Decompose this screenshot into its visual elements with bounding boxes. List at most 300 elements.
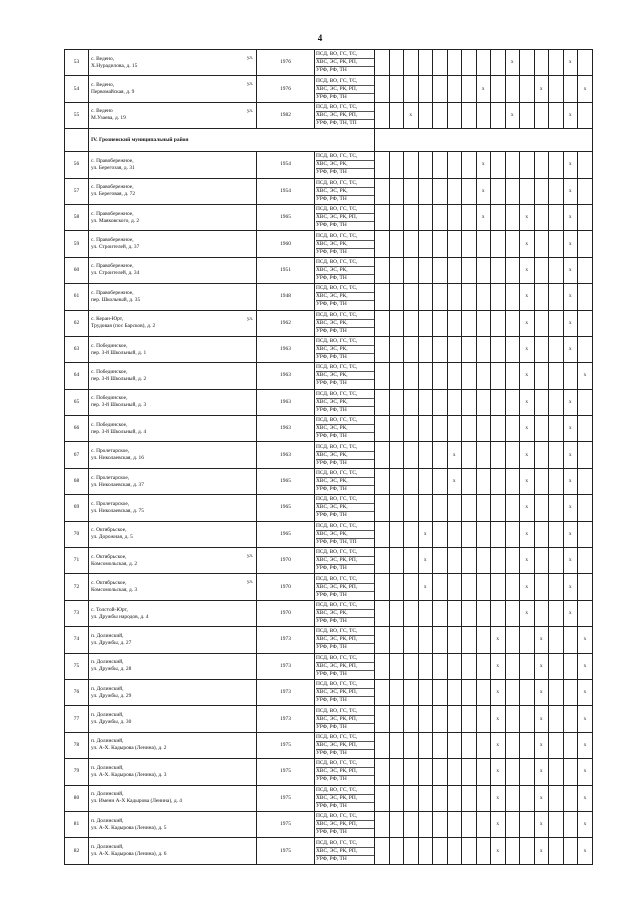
services-cell [315, 468, 375, 494]
work-mark-cell [375, 257, 390, 283]
work-mark-cell [375, 102, 390, 128]
work-mark-cell [462, 706, 477, 732]
service-line: УРФ, РФ, ТН [316, 723, 347, 730]
work-mark-cell: x [520, 600, 535, 626]
address-cell [89, 416, 257, 442]
address-locality: с. Побединское, [91, 395, 128, 402]
service-line: ПСД, ВО, ГС, ТС, [316, 78, 374, 86]
service-line: ПСД, ВО, ГС, ТС, [316, 206, 374, 214]
work-mark-cell: x [534, 627, 549, 653]
work-mark-cell [491, 574, 506, 600]
service-line: ХВС, ЭС, РК, [316, 320, 374, 328]
table-row [65, 574, 593, 600]
row-number: 72 [65, 574, 89, 600]
work-mark-cell [578, 231, 593, 257]
address-street: Трудовая (пос Барсков), д. 2 [91, 323, 156, 330]
work-mark-cell [549, 416, 564, 442]
address-locality: с. Пролетарское, [91, 448, 130, 455]
work-mark-cell [491, 442, 506, 468]
work-mark-cell [404, 495, 419, 521]
year-built: 1970 [257, 600, 315, 626]
work-mark-cell [447, 50, 462, 76]
address-locality: с. Керан-Юрт, [91, 316, 124, 323]
work-mark-cell [462, 495, 477, 521]
section-empty-cell [375, 129, 593, 152]
table-row [65, 257, 593, 283]
work-mark-cell [447, 811, 462, 837]
work-mark-cell: x [476, 204, 491, 230]
work-mark-cell [433, 336, 448, 362]
work-mark-cell [549, 363, 564, 389]
year-built: 1970 [257, 574, 315, 600]
table-row [65, 231, 593, 257]
table-row [65, 627, 593, 653]
work-mark-cell: x [476, 76, 491, 102]
work-mark-cell [505, 152, 520, 178]
work-mark-cell [418, 468, 433, 494]
address-locality: п. Долинский, [91, 738, 124, 745]
year-built: 1963 [257, 363, 315, 389]
service-line: ПСД, ВО, ГС, ТС, [316, 391, 374, 399]
year-built: 1973 [257, 679, 315, 705]
table-row [65, 785, 593, 811]
table-row [65, 468, 593, 494]
row-number: 61 [65, 284, 89, 310]
work-mark-cell [375, 732, 390, 758]
work-mark-cell [418, 204, 433, 230]
work-mark-cell [433, 574, 448, 600]
work-mark-cell [447, 627, 462, 653]
service-line: ПСД, ВО, ГС, ТС, [316, 734, 374, 742]
work-mark-cell [375, 204, 390, 230]
year-built: 1951 [257, 257, 315, 283]
work-mark-cell [563, 838, 578, 864]
service-line: УРФ, РФ, ТН [316, 380, 347, 387]
row-number: 65 [65, 389, 89, 415]
work-mark-cell: x [563, 521, 578, 547]
year-built: 1963 [257, 416, 315, 442]
service-line: УРФ, РФ, ТН [316, 802, 347, 809]
address-street: ул. А-Х. Кадырова (Ленина), д. 2 [91, 745, 167, 752]
work-mark-cell [549, 706, 564, 732]
address-cell [89, 838, 257, 864]
work-mark-cell: x [491, 838, 506, 864]
row-number: 80 [65, 785, 89, 811]
work-mark-cell [549, 495, 564, 521]
address-locality: п. Долинский, [91, 659, 124, 666]
work-mark-cell [404, 178, 419, 204]
address-locality: п. Долинский, [91, 764, 124, 771]
work-mark-cell: x [404, 102, 419, 128]
work-mark-cell: x [534, 811, 549, 837]
work-mark-cell [578, 204, 593, 230]
table-row [65, 548, 593, 574]
address-street: ул. Николаевская, д. 37 [91, 481, 144, 488]
work-mark-cell [418, 600, 433, 626]
work-mark-cell [447, 363, 462, 389]
work-mark-cell [549, 310, 564, 336]
row-number: 64 [65, 363, 89, 389]
work-mark-cell [447, 178, 462, 204]
work-mark-cell [462, 204, 477, 230]
work-mark-cell: x [534, 732, 549, 758]
table-row [65, 653, 593, 679]
service-line: УРФ, РФ, ТН [316, 486, 347, 493]
work-mark-cell: x [520, 389, 535, 415]
address-locality: с. Правобережное, [91, 157, 134, 164]
service-line: УРФ, РФ, ТН [316, 406, 347, 413]
work-mark-cell [433, 204, 448, 230]
work-mark-cell: x [476, 152, 491, 178]
services-cell [315, 102, 375, 128]
services-cell [315, 178, 375, 204]
services-cell [315, 548, 375, 574]
work-mark-cell [549, 627, 564, 653]
service-line: ПСД, ВО, ГС, ТС, [316, 312, 374, 320]
address-cell [89, 653, 257, 679]
work-mark-cell [447, 838, 462, 864]
work-mark-cell [476, 416, 491, 442]
work-mark-cell [476, 231, 491, 257]
work-mark-cell: x [534, 759, 549, 785]
service-line: ХВС, ЭС, РК, [316, 293, 374, 301]
service-line: ХВС, ЭС, РК, РП, [316, 716, 374, 724]
work-mark-cell [418, 627, 433, 653]
work-mark-cell [389, 178, 404, 204]
year-built: 1976 [257, 76, 315, 102]
work-mark-cell [375, 627, 390, 653]
work-mark-cell [534, 231, 549, 257]
work-mark-cell [462, 785, 477, 811]
work-mark-cell: x [447, 442, 462, 468]
work-mark-cell [505, 574, 520, 600]
service-line: ХВС, ЭС, РК, [316, 399, 374, 407]
work-mark-cell [563, 653, 578, 679]
work-mark-cell [418, 231, 433, 257]
work-mark-cell [462, 468, 477, 494]
work-mark-cell: x [491, 627, 506, 653]
section-row [65, 129, 593, 152]
service-line: ПСД, ВО, ГС, ТС, [316, 840, 374, 848]
work-mark-cell [549, 442, 564, 468]
work-mark-cell [549, 785, 564, 811]
work-mark-cell [404, 600, 419, 626]
table-row [65, 336, 593, 362]
work-mark-cell: x [520, 548, 535, 574]
work-mark-cell [418, 310, 433, 336]
service-line: ХВС, ЭС, РК, [316, 346, 374, 354]
address-cell [89, 76, 257, 102]
work-mark-cell [375, 785, 390, 811]
work-mark-cell [389, 284, 404, 310]
table-row [65, 389, 593, 415]
work-mark-cell: x [520, 363, 535, 389]
work-mark-cell: x [520, 574, 535, 600]
service-line: ПСД, ВО, ГС, ТС, [316, 285, 374, 293]
service-line: ПСД, ВО, ГС, ТС, [316, 444, 374, 452]
work-mark-cell [578, 310, 593, 336]
work-mark-cell [389, 389, 404, 415]
work-mark-cell [375, 574, 390, 600]
address-cell [89, 600, 257, 626]
work-mark-cell [491, 468, 506, 494]
address-street: ул. Береговая, д. 72 [91, 191, 136, 198]
service-line: УРФ, РФ, ТН [316, 644, 347, 651]
service-line: ПСД, ВО, ГС, ТС, [316, 760, 374, 768]
table-row [65, 102, 593, 128]
row-number: 82 [65, 838, 89, 864]
work-mark-cell: x [563, 231, 578, 257]
address-locality: п. Долинский, [91, 817, 124, 824]
work-mark-cell [549, 257, 564, 283]
work-mark-cell [505, 811, 520, 837]
address-cell [89, 732, 257, 758]
service-line: ПСД, ВО, ГС, ТС, [316, 233, 374, 241]
work-mark-cell [433, 468, 448, 494]
work-mark-cell [404, 627, 419, 653]
work-mark-cell [549, 231, 564, 257]
work-mark-cell: x [534, 679, 549, 705]
work-mark-cell: x [578, 627, 593, 653]
work-mark-cell [491, 495, 506, 521]
work-mark-cell [534, 548, 549, 574]
section-num-cell [65, 129, 89, 152]
address-locality: п. Долинский, [91, 632, 124, 639]
address-locality: п. Долинский, [91, 844, 124, 851]
work-mark-cell [491, 231, 506, 257]
work-mark-cell [433, 284, 448, 310]
address-street: Х.Нурадилова, д. 15 [91, 62, 138, 69]
work-mark-cell [578, 152, 593, 178]
work-mark-cell [462, 627, 477, 653]
address-street: ул. Маяковского, д. 2 [91, 217, 140, 224]
work-mark-cell: x [563, 468, 578, 494]
address-cell [89, 679, 257, 705]
year-built: 1965 [257, 495, 315, 521]
work-mark-cell [447, 785, 462, 811]
work-mark-cell [447, 310, 462, 336]
work-mark-cell [462, 363, 477, 389]
work-mark-cell [375, 653, 390, 679]
work-mark-cell [447, 336, 462, 362]
work-mark-cell [375, 442, 390, 468]
work-mark-cell [578, 468, 593, 494]
work-mark-cell [462, 152, 477, 178]
work-mark-cell [447, 416, 462, 442]
work-mark-cell [433, 76, 448, 102]
work-mark-cell [549, 732, 564, 758]
section-group [65, 129, 593, 152]
work-mark-cell [404, 653, 419, 679]
address-cell [89, 495, 257, 521]
work-mark-cell [447, 284, 462, 310]
table-row [65, 679, 593, 705]
table-row [65, 759, 593, 785]
work-mark-cell [375, 600, 390, 626]
service-line: ХВС, ЭС, РК, РП, [316, 663, 374, 671]
work-mark-cell [404, 574, 419, 600]
work-mark-cell [462, 732, 477, 758]
service-line: ПСД, ВО, ГС, ТС, [316, 417, 374, 425]
year-built: 1975 [257, 732, 315, 758]
work-mark-cell [433, 178, 448, 204]
address-street-prefix: ул. [246, 82, 253, 88]
year-built: 1965 [257, 468, 315, 494]
service-line: УРФ, РФ, ТН, ТП [316, 119, 357, 126]
work-mark-cell [520, 706, 535, 732]
work-mark-cell [578, 416, 593, 442]
work-mark-cell [505, 284, 520, 310]
service-line: ПСД, ВО, ГС, ТС, [316, 576, 374, 584]
work-mark-cell: x [520, 204, 535, 230]
work-mark-cell: x [491, 706, 506, 732]
work-mark-cell [375, 178, 390, 204]
work-mark-cell [462, 102, 477, 128]
work-mark-cell [520, 679, 535, 705]
work-mark-cell: x [563, 416, 578, 442]
work-mark-cell [534, 204, 549, 230]
work-mark-cell [433, 363, 448, 389]
row-number: 55 [65, 102, 89, 128]
row-number: 59 [65, 231, 89, 257]
row-number: 77 [65, 706, 89, 732]
address-locality: п. Долинский, [91, 685, 124, 692]
address-street: ул. Дорожная, д. 5 [91, 534, 133, 541]
service-line: УРФ, РФ, ТН [316, 776, 347, 783]
work-mark-cell [404, 785, 419, 811]
service-line: УРФ, РФ, ТН [316, 222, 347, 229]
work-mark-cell [549, 759, 564, 785]
service-line: ХВС, ЭС, РК, [316, 478, 374, 486]
address-street: ул. Дружбы, д. 29 [91, 692, 132, 699]
row-number: 54 [65, 76, 89, 102]
work-mark-cell [447, 257, 462, 283]
work-mark-cell: x [563, 336, 578, 362]
work-mark-cell [418, 732, 433, 758]
address-street: ул. А-Х. Кадырова (Ленина), д. 6 [91, 851, 167, 858]
table-row [65, 310, 593, 336]
work-mark-cell [404, 336, 419, 362]
work-mark-cell [491, 548, 506, 574]
year-built: 1963 [257, 442, 315, 468]
address-locality: с. Октябрьское, [91, 527, 127, 534]
services-cell [315, 732, 375, 758]
work-mark-cell [476, 336, 491, 362]
work-mark-cell [505, 336, 520, 362]
work-mark-cell [404, 389, 419, 415]
work-mark-cell [505, 706, 520, 732]
work-mark-cell [505, 310, 520, 336]
service-line: УРФ, РФ, ТН [316, 169, 347, 176]
work-mark-cell: x [520, 442, 535, 468]
service-line: ХВС, ЭС, РК, [316, 161, 374, 169]
work-mark-cell [505, 521, 520, 547]
address-street-prefix: ул. [246, 108, 253, 114]
service-line: ПСД, ВО, ГС, ТС, [316, 470, 374, 478]
work-mark-cell [418, 257, 433, 283]
address-cell [89, 759, 257, 785]
work-mark-cell [505, 495, 520, 521]
service-line: ПСД, ВО, ГС, ТС, [316, 549, 374, 557]
row-number: 63 [65, 336, 89, 362]
work-mark-cell [476, 102, 491, 128]
work-mark-cell [505, 679, 520, 705]
work-mark-cell: x [476, 178, 491, 204]
work-mark-cell [491, 521, 506, 547]
address-cell [89, 785, 257, 811]
work-mark-cell [491, 50, 506, 76]
address-street: ул. Строителей, д. 37 [91, 244, 140, 251]
work-mark-cell [418, 838, 433, 864]
work-mark-cell: x [563, 102, 578, 128]
service-line: УРФ, РФ, ТН [316, 512, 347, 519]
work-mark-cell: x [520, 310, 535, 336]
row-number: 74 [65, 627, 89, 653]
work-mark-cell [375, 76, 390, 102]
work-mark-cell [549, 389, 564, 415]
row-number: 78 [65, 732, 89, 758]
work-mark-cell [549, 679, 564, 705]
work-mark-cell [549, 468, 564, 494]
work-mark-cell [491, 76, 506, 102]
address-street-prefix: ул. [246, 56, 253, 61]
address-cell [89, 811, 257, 837]
work-mark-cell [534, 468, 549, 494]
address-cell [89, 389, 257, 415]
work-mark-cell [505, 204, 520, 230]
work-mark-cell [520, 653, 535, 679]
work-mark-cell [578, 178, 593, 204]
housing-register-table [64, 49, 593, 865]
work-mark-cell [418, 284, 433, 310]
work-mark-cell [433, 838, 448, 864]
work-mark-cell [578, 600, 593, 626]
address-cell [89, 363, 257, 389]
service-line: УРФ, РФ, ТН [316, 354, 347, 361]
service-line: УРФ, РФ, ТН [316, 697, 347, 704]
row-number: 68 [65, 468, 89, 494]
work-mark-cell: x [578, 838, 593, 864]
work-mark-cell [563, 732, 578, 758]
address-street: ул. Строителей, д. 34 [91, 270, 140, 277]
year-built: 1973 [257, 627, 315, 653]
table-row [65, 706, 593, 732]
work-mark-cell: x [520, 284, 535, 310]
work-mark-cell [491, 102, 506, 128]
service-line: ПСД, ВО, ГС, ТС, [316, 364, 374, 372]
work-mark-cell [534, 416, 549, 442]
work-mark-cell [534, 574, 549, 600]
service-line: УРФ, РФ, ТН, ТП [316, 538, 357, 545]
work-mark-cell [389, 732, 404, 758]
work-mark-cell [491, 204, 506, 230]
work-mark-cell [505, 76, 520, 102]
work-mark-cell [375, 495, 390, 521]
work-mark-cell: x [520, 416, 535, 442]
work-mark-cell [476, 310, 491, 336]
work-mark-cell [491, 600, 506, 626]
work-mark-cell [447, 231, 462, 257]
work-mark-cell [375, 310, 390, 336]
address-locality: с. Правобережное, [91, 263, 134, 270]
year-built: 1975 [257, 759, 315, 785]
address-locality: п. Долинский, [91, 791, 124, 798]
work-mark-cell: x [578, 732, 593, 758]
address-cell [89, 706, 257, 732]
row-number: 79 [65, 759, 89, 785]
work-mark-cell [462, 521, 477, 547]
work-mark-cell [389, 627, 404, 653]
